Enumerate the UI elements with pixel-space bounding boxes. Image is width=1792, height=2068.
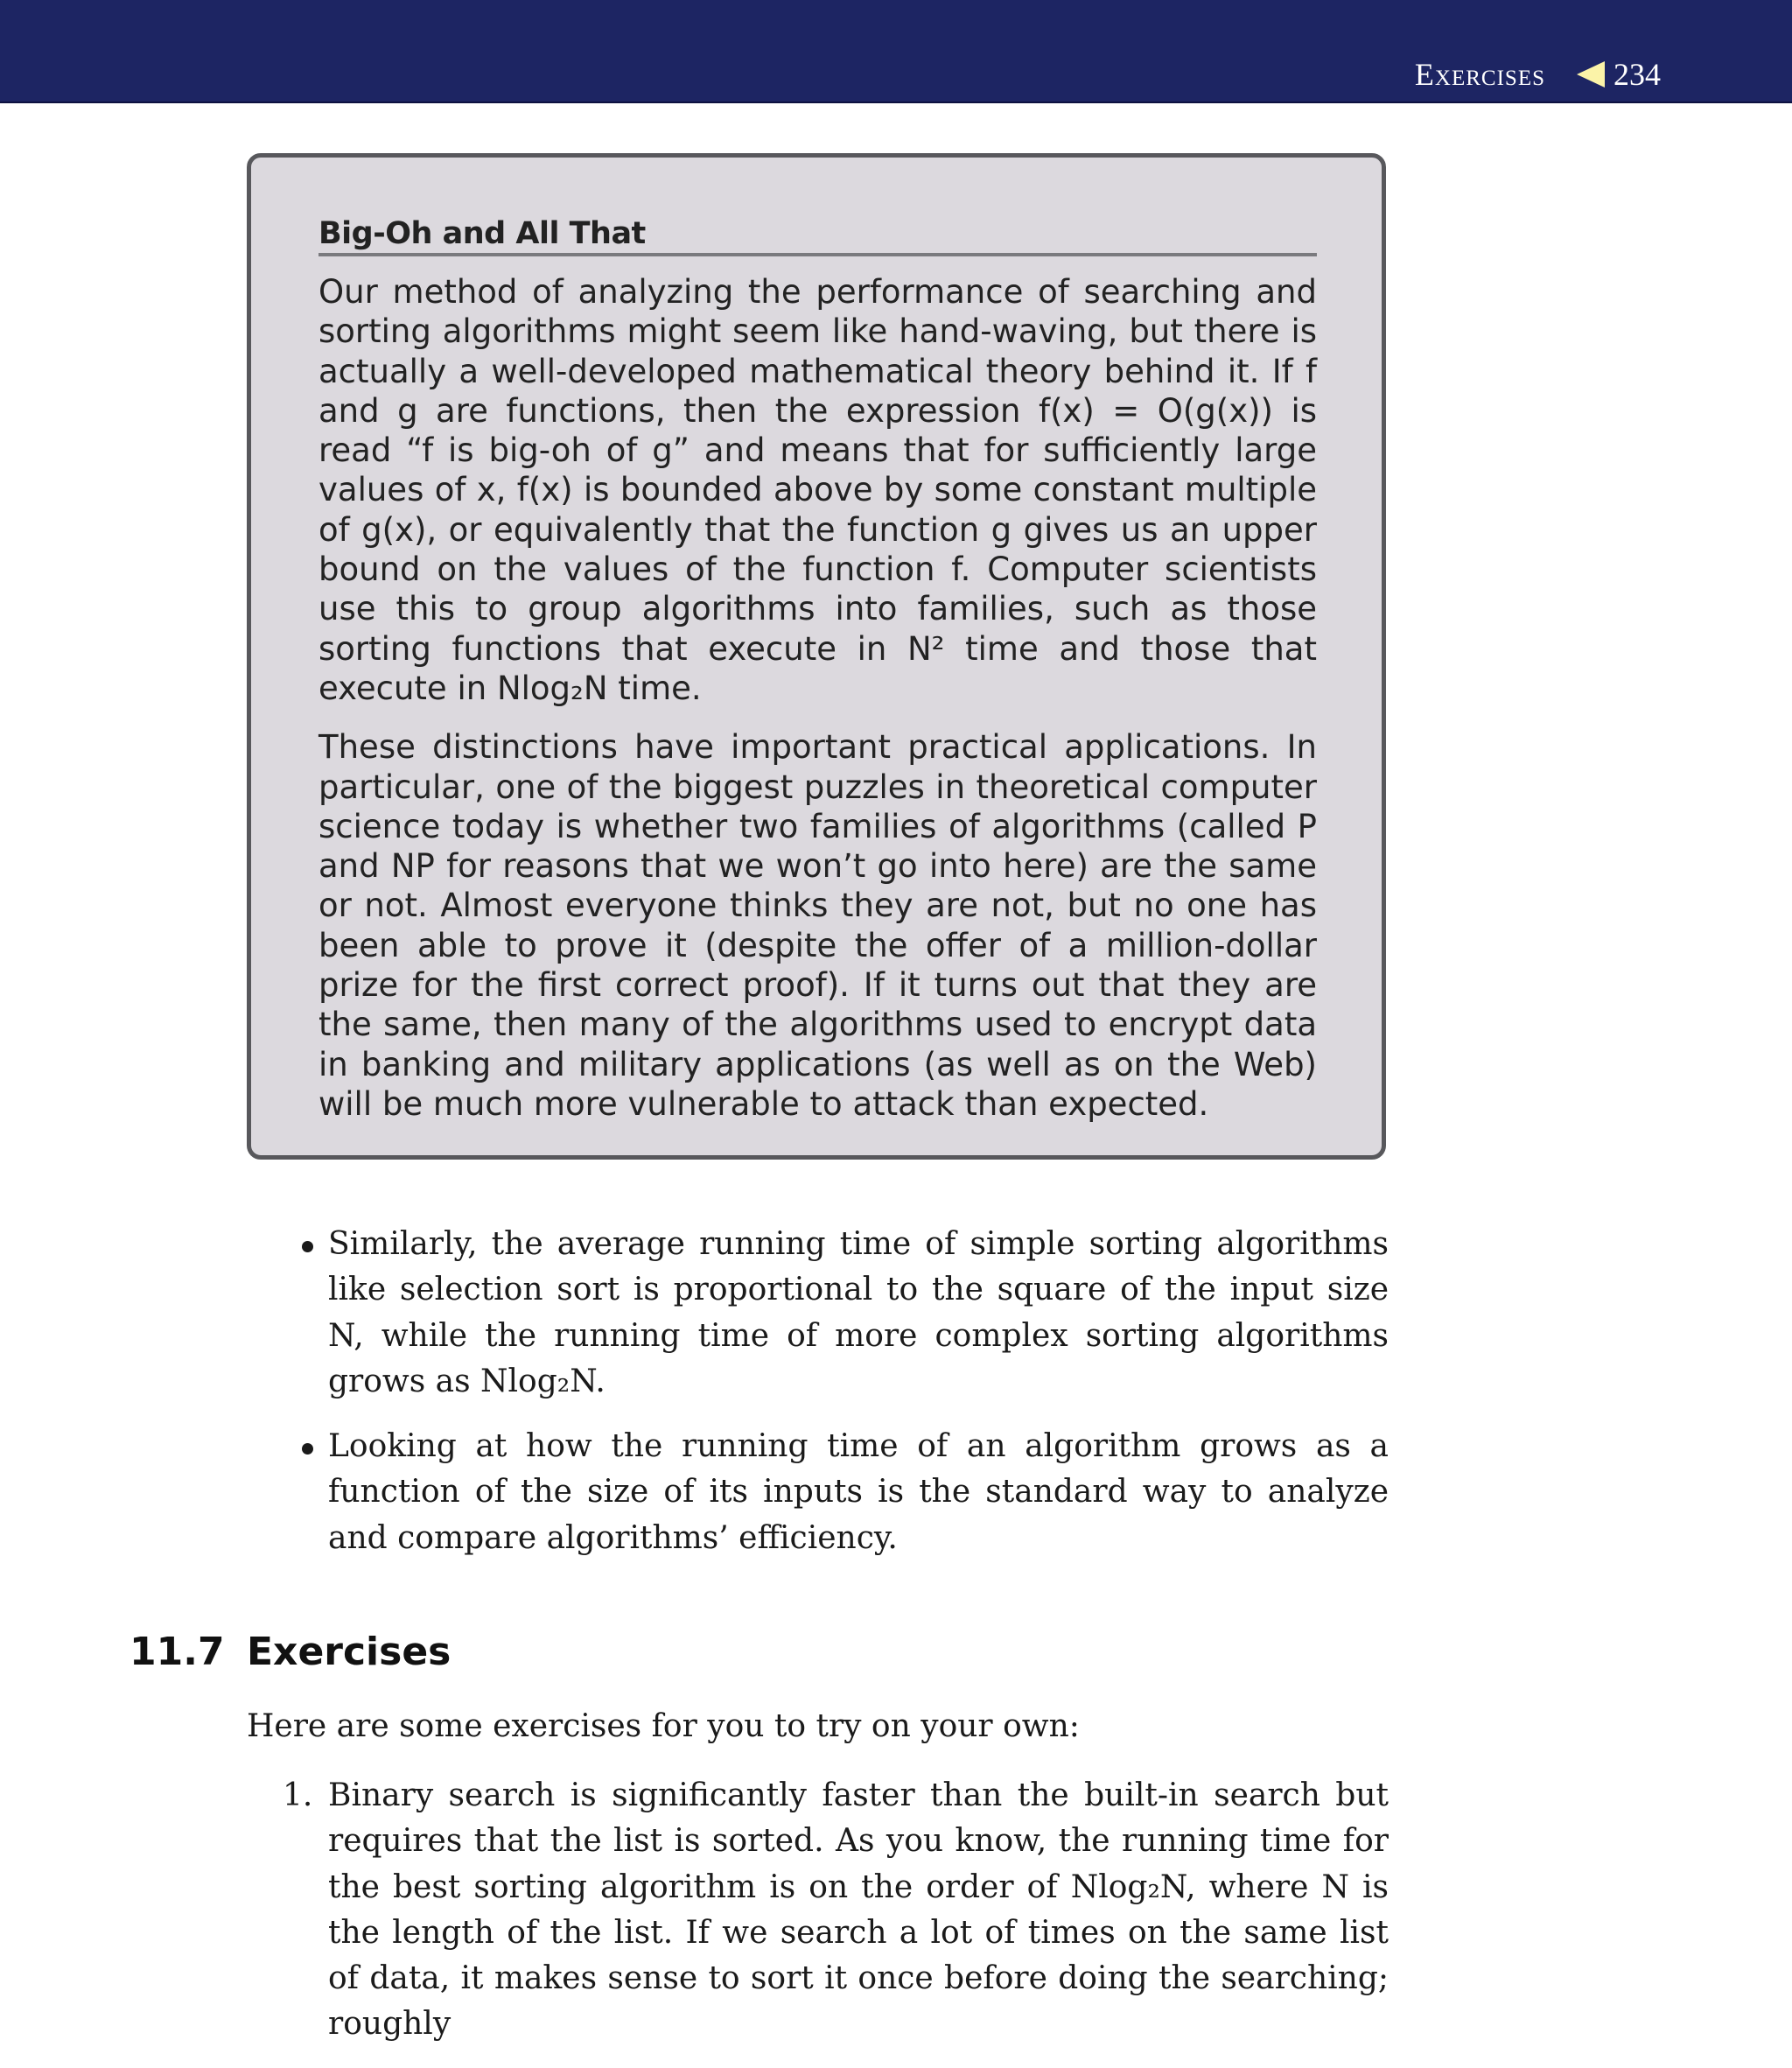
bullet-text: Looking at how the running time of an algorithm grows as a function of the size of its inputs is the standard way to analyze and compare algorithms’ efficiency. [328, 1428, 1389, 1556]
previous-page-arrow-icon[interactable] [1577, 61, 1605, 88]
header-band [0, 0, 1792, 103]
exercise-text: Binary search is significantly faster than the built-in search but requires that the list is sorted. As you know, the running time for the best sorting algorithm is on the order of Nlog₂N, where N is the length of the list. If we search a lot of times on the same list of data, it makes sense to sort it once before doing the searching; roughly [328, 1777, 1389, 2043]
sidebar-title: Big-Oh and All That [318, 214, 1317, 256]
sidebar-box [247, 153, 1386, 1160]
bullet-icon [302, 1443, 313, 1455]
list-item [328, 1424, 1389, 1561]
section-title: Exercises [247, 1630, 452, 1674]
bullet-text: Similarly, the average running time of simple sorting algorithms like selection sort is proportional to the square of the input size N, while the running time of more complex sorting algorithms grows as Nlog₂N. [328, 1226, 1389, 1399]
page-number: 234 [1614, 57, 1661, 92]
header-right [1415, 56, 1661, 93]
section-number: 11.7 [130, 1630, 225, 1674]
list-item [328, 1222, 1389, 1405]
section-heading [130, 1630, 451, 1674]
sidebar-paragraph-1: Our method of analyzing the performance of searching and sorting algorithms might seem like hand-waving, but there is actually a well-developed mathematical theory behind it. If f and g are functions, then the expression f(x) = O(g(x)) is read “f is big-oh of g” and means that for sufficiently large values of x, f(x) is bounded above by some constant multiple of g(x), or equivalently that the function g gives us an upper bound on the values of the function f. Computer scientists use this to group algorithms into families, such as those sorting functions that execute in N² time and those that execute in Nlog₂N time. [318, 273, 1317, 707]
exercise-item [283, 1773, 1389, 2048]
exercise-number: 1. [283, 1777, 313, 1813]
exercises-intro: Here are some exercises for you to try on your own: [247, 1708, 1080, 1744]
sidebar-paragraph-2: These distinctions have important practical applications. In particular, one of the biggest puzzles in theoretical computer science today is whether two families of algorithms (called P and NP for reasons that we won’t go into here) are the same or not. Almost everyone thinks they are not, but no one has been able to prove it (despite the offer of a million-dollar prize for the first correct proof). If it turns out that they are the same, then many of the algorithms used to encrypt data in banking and military applications (as well as on the Web) will be much more vulnerable to attack than expected. [318, 728, 1317, 1123]
sidebar-content [318, 214, 1317, 1143]
bullet-icon [302, 1241, 313, 1252]
running-head: Exercises [1414, 57, 1545, 92]
